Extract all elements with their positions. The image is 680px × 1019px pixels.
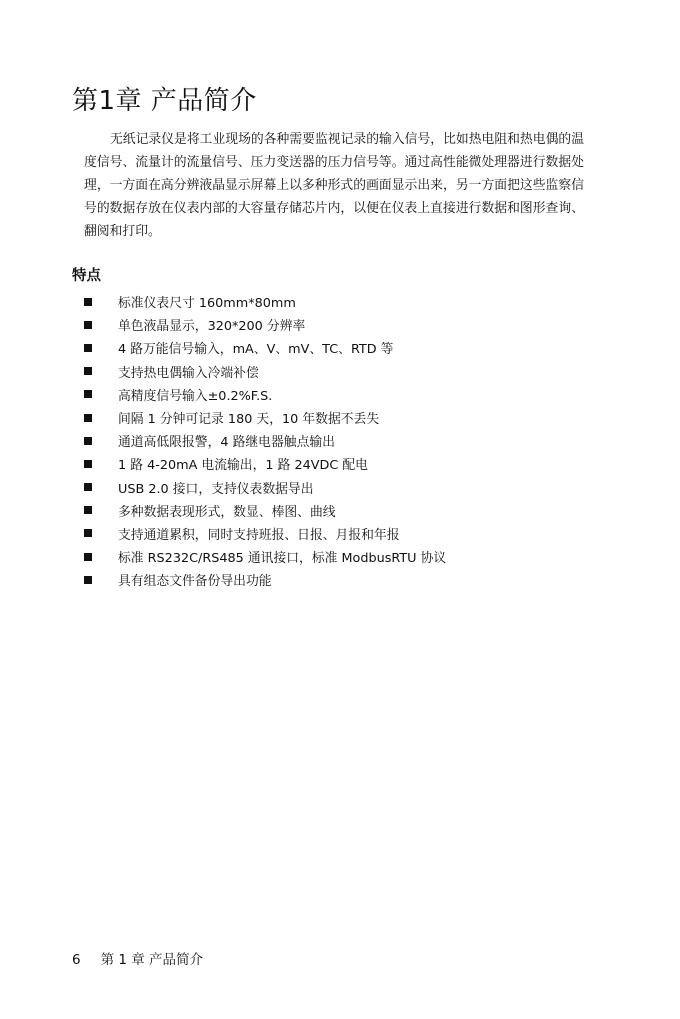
bullet-square-icon <box>84 437 92 445</box>
feature-text: 高精度信号输入±0.2%F.S. <box>118 388 273 404</box>
feature-text: 支持通道累积，同时支持班报、日报、月报和年报 <box>118 527 400 543</box>
feature-item <box>82 336 446 359</box>
feature-item <box>82 499 446 522</box>
feature-item <box>82 452 446 475</box>
features-heading: 特点 <box>72 268 101 284</box>
features-list <box>82 290 446 591</box>
feature-text: 间隔 1 分钟可记录 180 天，10 年数据不丢失 <box>118 412 380 428</box>
bullet-square-icon <box>84 414 92 422</box>
feature-item <box>82 545 446 568</box>
bullet-square-icon <box>84 553 92 561</box>
feature-item <box>82 313 446 336</box>
bullet-square-icon <box>84 483 92 491</box>
feature-text: 具有组态文件备份导出功能 <box>118 574 272 590</box>
bullet-square-icon <box>84 298 92 306</box>
bullet-square-icon <box>84 344 92 352</box>
feature-item <box>82 406 446 429</box>
bullet-square-icon <box>84 390 92 398</box>
feature-text: 支持热电偶输入冷端补偿 <box>118 365 259 381</box>
bullet-square-icon <box>84 321 92 329</box>
feature-item <box>82 476 446 499</box>
feature-text: 单色液晶显示，320*200 分辨率 <box>118 319 306 335</box>
feature-text: USB 2.0 接口，支持仪表数据导出 <box>118 481 314 497</box>
bullet-square-icon <box>84 367 92 375</box>
feature-item <box>82 383 446 406</box>
feature-item <box>82 360 446 383</box>
feature-text: 标准 RS232C/RS485 通讯接口，标准 ModbusRTU 协议 <box>118 551 447 567</box>
footer-chapter-label: 第 1 章 产品简介 <box>100 952 204 968</box>
page-number: 6 <box>72 952 81 968</box>
bullet-square-icon <box>84 529 92 537</box>
feature-item <box>82 522 446 545</box>
feature-item <box>82 429 446 452</box>
feature-text: 多种数据表现形式，数显、棒图、曲线 <box>118 504 336 520</box>
feature-text: 1 路 4-20mA 电流输出，1 路 24VDC 配电 <box>118 458 368 474</box>
chapter-title: 第1章 产品简介 <box>72 86 257 116</box>
feature-text: 标准仪表尺寸 160mm*80mm <box>118 296 296 312</box>
feature-item <box>82 568 446 591</box>
bullet-square-icon <box>84 576 92 584</box>
bullet-square-icon <box>84 506 92 514</box>
page-footer <box>72 949 203 971</box>
intro-paragraph: 无纸记录仪是将工业现场的各种需要监视记录的输入信号，比如热电阻和热电偶的温度信号、流量计的流量信号、压力变送器的压力信号等。通过高性能微处理器进行数据处理，一方面在高分辨液晶显示屏幕上以多种形式的画面显示出来，另一方面把这些监察信号的数据存放在仪表内部的大容量存储芯片内，以便在仪表上直接进行数据和图形查询、翻阅和打印。 <box>84 132 584 239</box>
feature-text: 4 路万能信号输入，mA、V、mV、TC、RTD 等 <box>118 342 394 358</box>
feature-item <box>82 290 446 313</box>
bullet-square-icon <box>84 460 92 468</box>
feature-text: 通道高低限报警，4 路继电器触点输出 <box>118 435 335 451</box>
